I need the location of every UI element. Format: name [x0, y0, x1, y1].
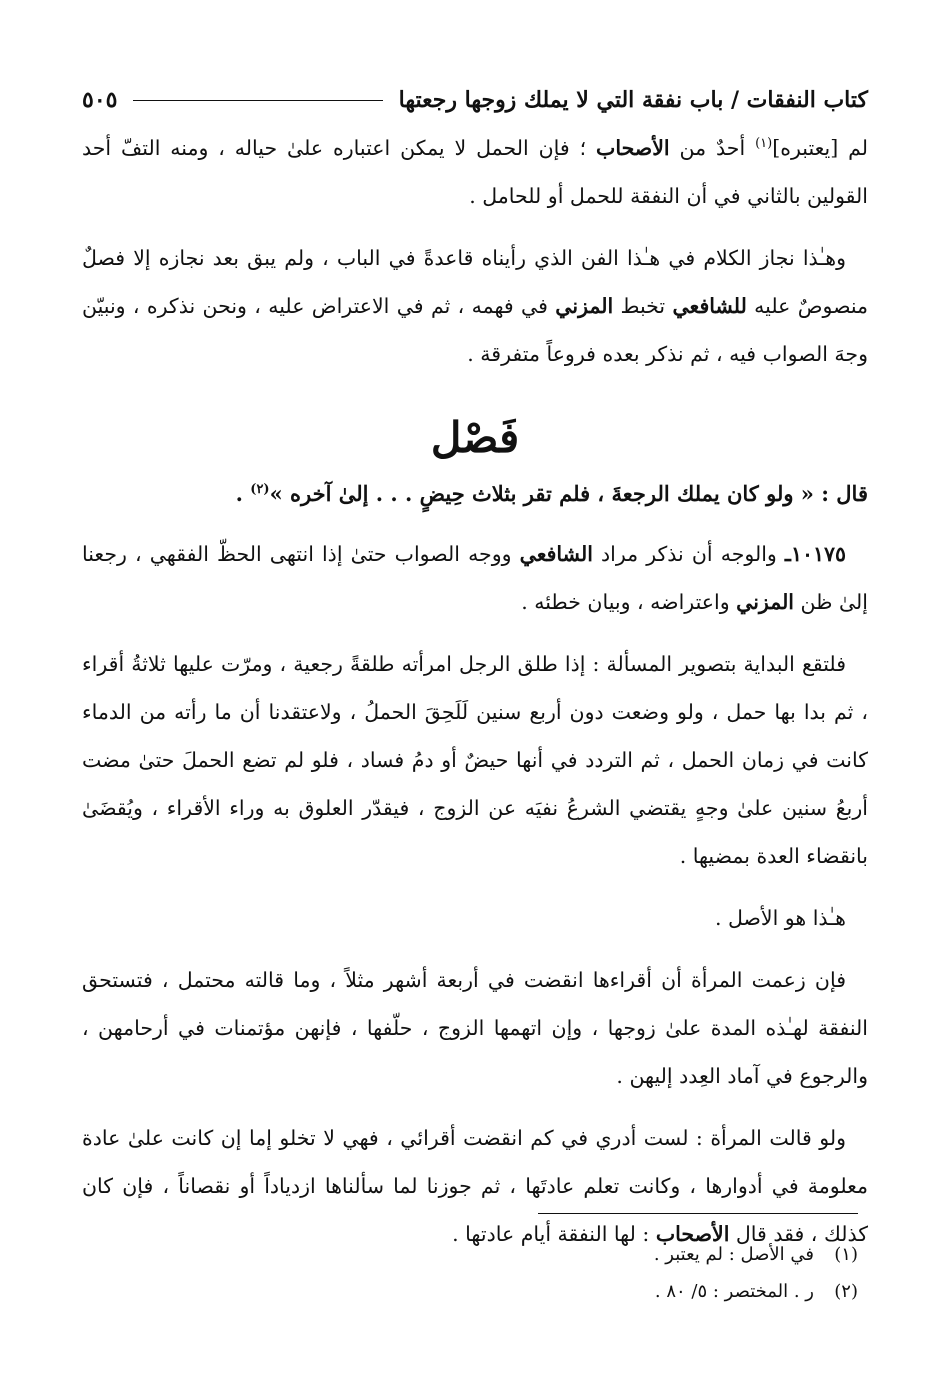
footnote-ref-2[interactable]: (٢) [250, 482, 270, 497]
text-run: والوجه أن نذكر مراد [592, 542, 785, 566]
quoted-statement [82, 470, 868, 518]
footnote-2 [158, 1273, 858, 1310]
paragraph-5: هـٰذا هو الأصل . [714, 906, 846, 930]
footnote-ref-1[interactable]: (١) [755, 136, 773, 152]
body-top [82, 124, 868, 378]
header-rule [133, 100, 382, 101]
paragraph-3 [82, 530, 868, 626]
text-run: أحدٌ من [669, 136, 756, 160]
text-run: . [235, 481, 251, 506]
bold-term: الأصحاب [596, 136, 670, 160]
text-run: قال : « ولو كان يملك الرجعةَ ، فلم تقر بثلاث حِيضٍ . . . إلىٰ آخره » [269, 481, 868, 506]
footnotes [158, 1236, 858, 1310]
footnote-text: في الأصل : لم يعتبر . [653, 1244, 814, 1265]
text-run: تخبط [613, 294, 673, 318]
header-title: كتاب النفقات / باب نفقة التي لا يملك زوجها رجعتها [398, 87, 868, 113]
text-run: في فهمه ، ثم في الاعتراض عليه ، ونحن نذكره ، ونبيّن وجهَ الصواب فيه ، ثم نذكر بعده فروعاً متفرقة . [82, 294, 868, 366]
bold-term: المزني [736, 590, 795, 614]
text-run: وهـٰذا نجاز الكلام في هـٰذا الفن الذي رأيناه قاعدةً في الباب ، ولم يبق بعد نجازه إلا فصلٌ منصوصٌ عليه [82, 246, 869, 318]
running-header [82, 80, 868, 120]
footnote-separator [538, 1213, 858, 1214]
text-run: : لها النفقة أيام عادتها . [452, 1222, 656, 1246]
paragraph-number: ١٠١٧٥ـ [784, 542, 846, 566]
paragraph-6: فإن زعمت المرأة أن أقراءها انقضت في أربعة أشهر مثلاً ، وما قالته محتمل ، فتستحق النفقة لهـٰذه المدة علىٰ زوجها ، وإن اتهمها الزوج ، حلّفها ، فإنهن مؤتمنات في أرحامهن ، والرجوع في آماد العِدد إليهن . [82, 968, 868, 1088]
footnote-text: ر . المختصر : ٥/ ٨٠ . [654, 1281, 814, 1302]
paragraph-2 [82, 234, 868, 378]
paragraph-1 [82, 124, 868, 220]
bold-term: المزني [555, 294, 614, 318]
text-run: ؛ فإن الحمل لا يمكن اعتباره علىٰ حياله ، ومنه التفّ أحد القولين بالثاني في أن النفقة للحمل أو للحامل . [82, 136, 868, 208]
text-run: لم [يعتبره] [772, 136, 869, 160]
paragraph-4: فلتقع البداية بتصوير المسألة : إذا طلق الرجل امرأته طلقةً رجعية ، ومرّت عليها ثلاثةُ أقراء ، ثم بدا بها حمل ، ولو وضعت دون أربع سنين لَلَحِقَ الحملُ ، ولاعتقدنا أن ما رأته من الدماء كانت في زمان الحمل ، ثم التردد في أنها حيضٌ أو دمُ فساد ، فلو لم تضع الحملَ حتىٰ مضت أربعُ سنين علىٰ وجهٍ يقتضي الشرعُ نفيَه عن الزوج ، فيقدّر العلوق به وراء الأقراء ، ويُقضَىٰ بانقضاء العدة بمضيها . [82, 652, 868, 868]
text-run: واعتراضه ، وبيان خطئه . [521, 590, 737, 614]
bold-term: للشافعي [672, 294, 747, 318]
page-number: ٥٠٥ [82, 87, 118, 113]
footnote-number: (٢) [834, 1281, 858, 1302]
text-run: ووجه الصواب حتىٰ إذا انتهى الحظّ الفقهي ، رجعنا إلىٰ ظن [82, 542, 868, 614]
text-run: ولو قالت المرأة : لست أدري في كم انقضت أقرائي ، فهي لا تخلو إما إن كانت علىٰ عادة معلومة في أدوارها ، وكانت تعلم عادتَها ، ثم جوزنا لما سألناها ازدياداً أو نقصاناً ، فإن كان كذلك ، فقد قال [82, 1126, 868, 1246]
body-bottom [82, 530, 868, 1258]
section-heading: فَصْل [430, 413, 520, 462]
bold-term: الشافعي [519, 542, 593, 566]
footnote-1 [158, 1236, 858, 1273]
footnote-number: (١) [834, 1244, 858, 1265]
bold-term: الأصحاب [655, 1222, 730, 1246]
